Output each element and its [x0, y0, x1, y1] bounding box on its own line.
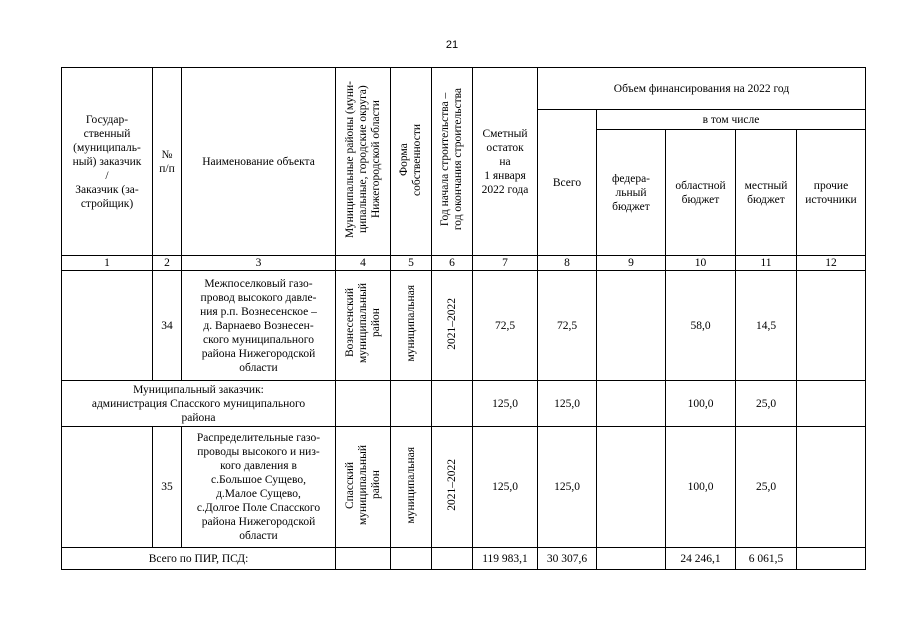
other-cell — [797, 381, 866, 427]
local-cell: 14,5 — [736, 271, 797, 381]
district-cell — [336, 548, 391, 570]
estimate-cell: 125,0 — [473, 427, 538, 548]
other-cell — [797, 271, 866, 381]
other-cell — [797, 548, 866, 570]
column-number: 3 — [182, 256, 336, 271]
header-funding: Объем финансирования на 2022 год — [538, 68, 866, 110]
ownership-cell: муниципальная — [391, 427, 432, 548]
column-number: 7 — [473, 256, 538, 271]
years-cell — [432, 381, 473, 427]
estimate-cell: 119 983,1 — [473, 548, 538, 570]
column-number: 6 — [432, 256, 473, 271]
header-customer: Государ- ственный (муниципаль- ный) заказчик / Заказчик (за- стройщик) — [62, 68, 153, 256]
local-cell: 25,0 — [736, 427, 797, 548]
row-customer-cell — [62, 271, 153, 381]
federal-cell — [597, 381, 666, 427]
federal-cell — [597, 271, 666, 381]
regional-cell: 100,0 — [666, 381, 736, 427]
header-regional: областной бюджет — [666, 130, 736, 256]
object-name-cell: Распределительные газо- проводы высокого и низ- кого давления в с.Большое Сущево, д.Малое Сущево, с.Долгое Поле Спасского района Нижегородской области — [182, 427, 336, 548]
total-label: Всего по ПИР, ПСД: — [62, 548, 336, 570]
regional-cell: 100,0 — [666, 427, 736, 548]
column-number: 9 — [597, 256, 666, 271]
customer-label: Муниципальный заказчик: администрация Спасского муниципального района — [62, 381, 336, 427]
row-number: 34 — [153, 271, 182, 381]
column-number: 4 — [336, 256, 391, 271]
total-cell: 72,5 — [538, 271, 597, 381]
district-cell — [336, 381, 391, 427]
column-number: 12 — [797, 256, 866, 271]
other-cell — [797, 427, 866, 548]
ownership-cell — [391, 381, 432, 427]
total-cell: 125,0 — [538, 381, 597, 427]
header-local: местный бюджет — [736, 130, 797, 256]
header-estimate: Сметный остаток на 1 января 2022 года — [473, 68, 538, 256]
row-number: 35 — [153, 427, 182, 548]
header-districts: Муниципальные районы (муни- ципальные, городские округа) Нижегородской области — [336, 68, 391, 256]
total-cell: 30 307,6 — [538, 548, 597, 570]
column-number: 2 — [153, 256, 182, 271]
object-name-cell: Межпоселковый газо- провод высокого давле- ния р.п. Вознесенское – д. Варнаево Вознесен- ского муниципального района Нижегородской области — [182, 271, 336, 381]
total-row — [62, 548, 866, 570]
column-number: 5 — [391, 256, 432, 271]
regional-cell: 58,0 — [666, 271, 736, 381]
table-row — [62, 271, 866, 381]
page-number: 21 — [445, 39, 459, 51]
header-years: Год начала строительства – год окончания строительства — [432, 68, 473, 256]
column-number: 11 — [736, 256, 797, 271]
regional-cell: 24 246,1 — [666, 548, 736, 570]
total-cell: 125,0 — [538, 427, 597, 548]
ownership-cell: муниципальная — [391, 271, 432, 381]
header-total: Всего — [538, 110, 597, 256]
column-number: 10 — [666, 256, 736, 271]
local-cell: 25,0 — [736, 381, 797, 427]
ownership-cell — [391, 548, 432, 570]
header-no: № п/п — [153, 68, 182, 256]
row-customer-cell — [62, 427, 153, 548]
header-object-name: Наименование объекта — [182, 68, 336, 256]
column-number: 1 — [62, 256, 153, 271]
estimate-cell: 72,5 — [473, 271, 538, 381]
header-other: прочие источники — [797, 130, 866, 256]
years-cell: 2021–2022 — [432, 271, 473, 381]
years-cell — [432, 548, 473, 570]
district-cell: Вознесенский муниципальный район — [336, 271, 391, 381]
federal-cell — [597, 548, 666, 570]
federal-cell — [597, 427, 666, 548]
header-including: в том числе — [597, 110, 866, 130]
column-number: 8 — [538, 256, 597, 271]
header-row-1 — [62, 68, 866, 110]
financing-table — [61, 67, 866, 570]
customer-row — [62, 381, 866, 427]
table-row — [62, 427, 866, 548]
header-federal: федера- льный бюджет — [597, 130, 666, 256]
header-ownership: Форма собственности — [391, 68, 432, 256]
years-cell: 2021–2022 — [432, 427, 473, 548]
district-cell: Спасский муниципальный район — [336, 427, 391, 548]
estimate-cell: 125,0 — [473, 381, 538, 427]
column-numbers-row — [62, 256, 866, 271]
local-cell: 6 061,5 — [736, 548, 797, 570]
